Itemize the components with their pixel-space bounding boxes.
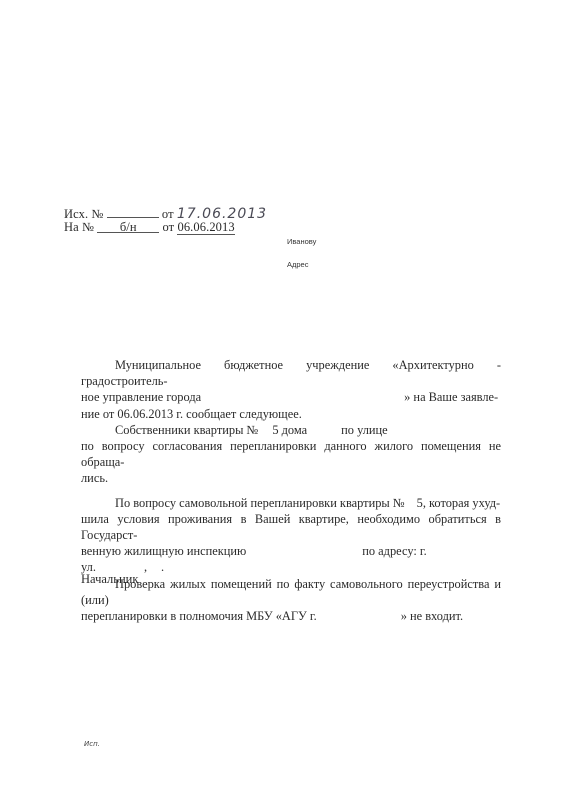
reference-from-label: от	[162, 220, 175, 234]
signature-title: Начальник	[81, 572, 139, 586]
paragraph-3-period: .	[161, 560, 165, 575]
outgoing-number-blank	[107, 205, 159, 218]
paragraph-1-line-3: ние от 06.06.2013 г. сообщает следующее.	[81, 406, 302, 421]
paragraph-3-text: По вопросу самовольной перепланировки квартиры №	[115, 495, 405, 510]
paragraph-2-line-3: лись.	[81, 471, 109, 486]
recipient-name: Иванову	[287, 237, 317, 246]
paragraph-2-text: Собственники квартиры №	[115, 422, 259, 437]
paragraph-3-line-1	[81, 495, 501, 511]
paragraph-4-line-1: Проверка жилых помещений по факту самовольного переустройства и (или)	[81, 576, 501, 607]
paragraph-4-text-end: » не входит.	[400, 609, 464, 624]
paragraph-3-apartment: 5, которая ухуд-	[416, 495, 501, 510]
paragraph-2-line-1	[81, 422, 501, 438]
paragraph-1-text-end: » на Ваше заявле-	[404, 390, 499, 405]
paragraph-3-comma: ,	[143, 560, 148, 575]
reference-number-value: б/н	[97, 220, 159, 233]
paragraph-1-line-1: Муниципальное бюджетное учреждение «Архитектурно - градостроитель-	[81, 358, 501, 389]
paragraph-4-line-2	[81, 608, 501, 624]
recipient-address: Адрес	[287, 260, 309, 269]
outgoing-from-label: от	[161, 207, 174, 221]
paragraph-3-address-label: по адресу: г.	[362, 544, 427, 559]
paragraph-3-line-2: шила условия проживания в Вашей квартире, необходимо обратиться в Государст-	[81, 511, 501, 543]
paragraph-4-text: перепланировки в полномочия МБУ «АГУ г.	[81, 609, 317, 624]
executor-label: Исп.	[84, 740, 100, 748]
paragraph-2-line-2: по вопросу согласования перепланировки данного жилого помещения не обраща-	[81, 439, 501, 470]
reference-line	[64, 220, 235, 235]
letter-body	[81, 357, 501, 624]
paragraph-3-inspection: венную жилищную инспекцию	[81, 544, 247, 559]
apartment-number: 5 дома	[272, 422, 308, 437]
paragraph-3-line-3	[81, 543, 501, 559]
reference-number-label: На №	[64, 220, 95, 234]
paragraph-3-line-4	[81, 559, 501, 575]
paragraph-3-street: ул.	[81, 560, 96, 575]
outgoing-number-label: Исх. №	[64, 207, 104, 221]
paragraph-1-line-2	[81, 389, 501, 405]
reference-date: 06.06.2013	[177, 220, 235, 234]
paragraph-1-text: ное управление города	[81, 390, 202, 405]
outgoing-date-handwritten: 17.06.2013	[176, 206, 268, 222]
paragraph-2-street-label: по улице	[341, 422, 388, 437]
